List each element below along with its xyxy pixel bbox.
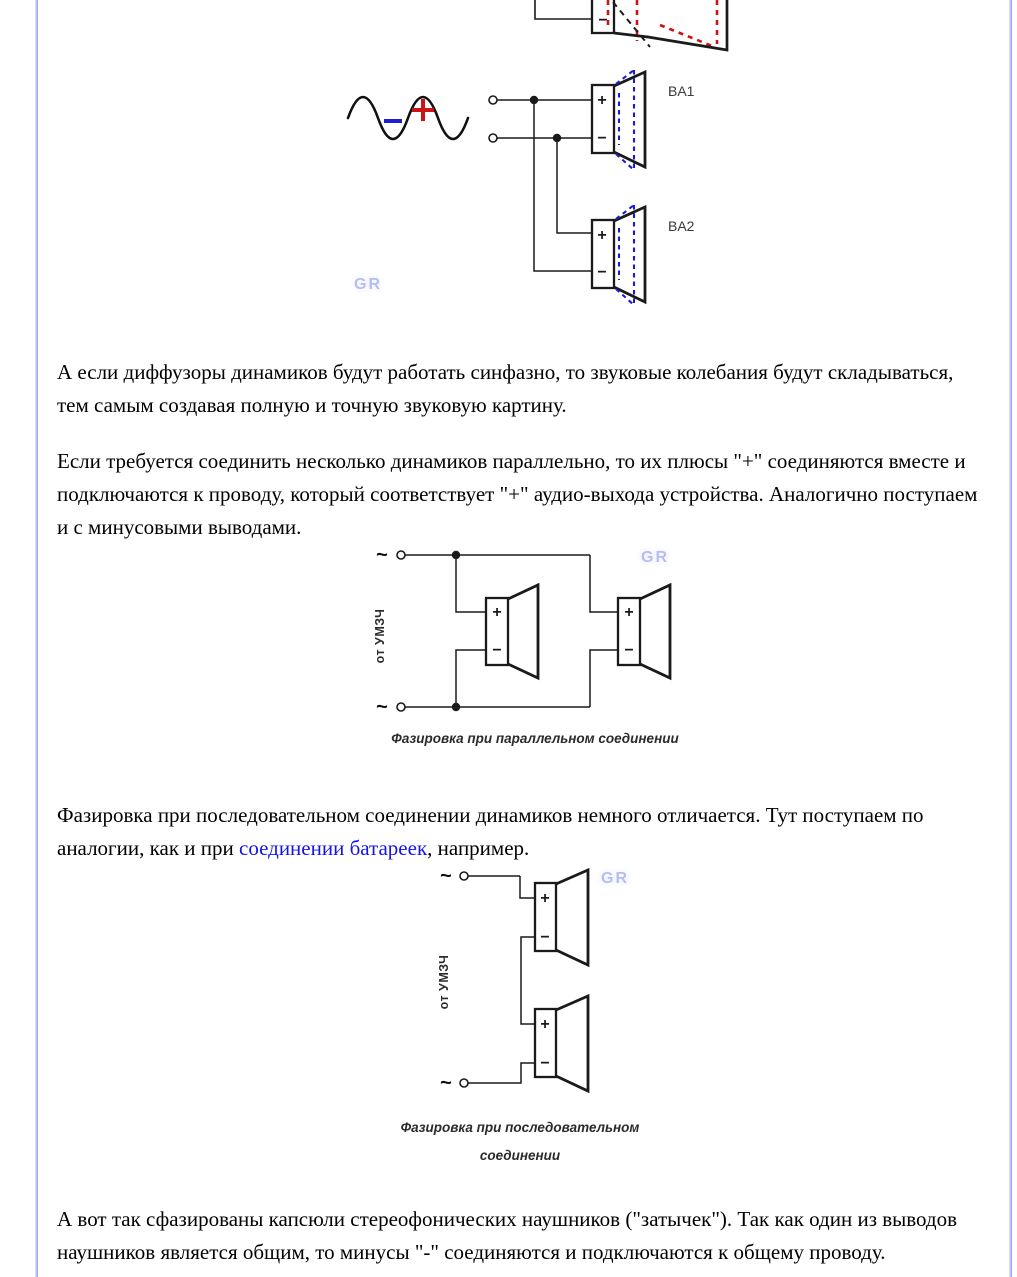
speaker-ba1 [592,70,695,170]
paragraph-series-intro [57,799,981,865]
input-terminal-top [397,551,405,559]
gr-watermark: GR [641,549,669,566]
ac-tilde-bottom: ~ [376,696,388,718]
series-speaker-2 [535,996,588,1091]
speaker-ba1-label: BA1 [668,83,695,99]
amplifier-source-label: от УМЗЧ [373,608,387,664]
ac-tilde-top: ~ [376,544,388,566]
speaker-ba2-label: BA2 [668,218,695,234]
diagram-parallel-connection [0,535,1017,760]
diagram-series-connection [0,860,1017,1105]
diagram-out-of-phase-fragment [535,0,727,50]
paragraph-parallel-intro: Если требуется соединить несколько динамиков параллельно, то их плюсы "+" соединяются вместе и подключаются к проводу, который соответствует "+" аудио-выхода устройства. Аналогично поступаем и с минусовыми выводами. [57,449,978,539]
input-terminal-bottom [460,1079,468,1087]
parallel-diagram-caption: Фазировка при параллельном соединении [391,731,679,746]
series-speaker-1 [535,870,588,965]
series-caption-line1: Фазировка при последовательном [400,1120,640,1135]
junction-dot [452,703,460,711]
junction-dot [530,96,538,104]
ba1-minus-terminal: − [597,130,607,147]
series-intro-text: Фазировка при последовательном соединении динамиков немного отличается. Тут поступаем по аналогии, как и при [57,803,924,860]
diagram-in-phase [0,0,1017,330]
series-diagram-caption [370,1114,670,1170]
plus-terminal: + [624,604,634,621]
junction-dot [553,134,561,142]
minus-terminal: − [540,929,550,946]
battery-connection-link[interactable]: соединении батареек [239,836,428,860]
amplifier-source-label: от УМЗЧ [437,954,451,1010]
plus-terminal: + [492,604,502,621]
in-phase-wires [497,100,592,271]
parallel-speaker-1 [486,585,538,678]
ba2-plus-terminal: + [597,227,607,244]
junction-dot [452,551,460,559]
ba2-minus-terminal: − [597,264,607,281]
ac-tilde-bottom: ~ [440,1072,452,1094]
parallel-wires [405,555,618,707]
minus-terminal: − [492,642,502,659]
gr-watermark: GR [601,870,629,887]
ba1-plus-terminal: + [597,92,607,109]
parallel-speaker-2 [618,585,670,678]
ac-tilde-top: ~ [440,865,452,887]
minus-terminal: − [540,1055,550,1072]
input-terminal-top [489,96,497,104]
plus-terminal: + [540,890,550,907]
series-intro-text-after: , например. [427,836,530,860]
input-terminal-bottom [397,703,405,711]
input-terminal-top [460,872,468,880]
plus-terminal: + [540,1016,550,1033]
minus-terminal: − [624,642,634,659]
gr-watermark: GR [354,276,382,293]
series-wires [468,876,535,1083]
speaker-ba2 [592,205,695,305]
paragraph-in-phase: А если диффузоры динамиков будут работать синфазно, то звуковые колебания будут складываться, тем самым создавая полную и точную звуковую картину. [57,360,954,417]
fragment-minus-terminal: − [598,12,608,29]
series-caption-line2: соединении [479,1148,561,1163]
paragraph-headphones: А вот так сфазированы капсюли стереофонических наушников ("затычек"). Так как один из выводов наушников является общим, то минусы "-" соединяются и подключаются к общему проводу. [57,1207,958,1264]
input-terminal-bottom [489,134,497,142]
sine-wave [348,97,468,139]
